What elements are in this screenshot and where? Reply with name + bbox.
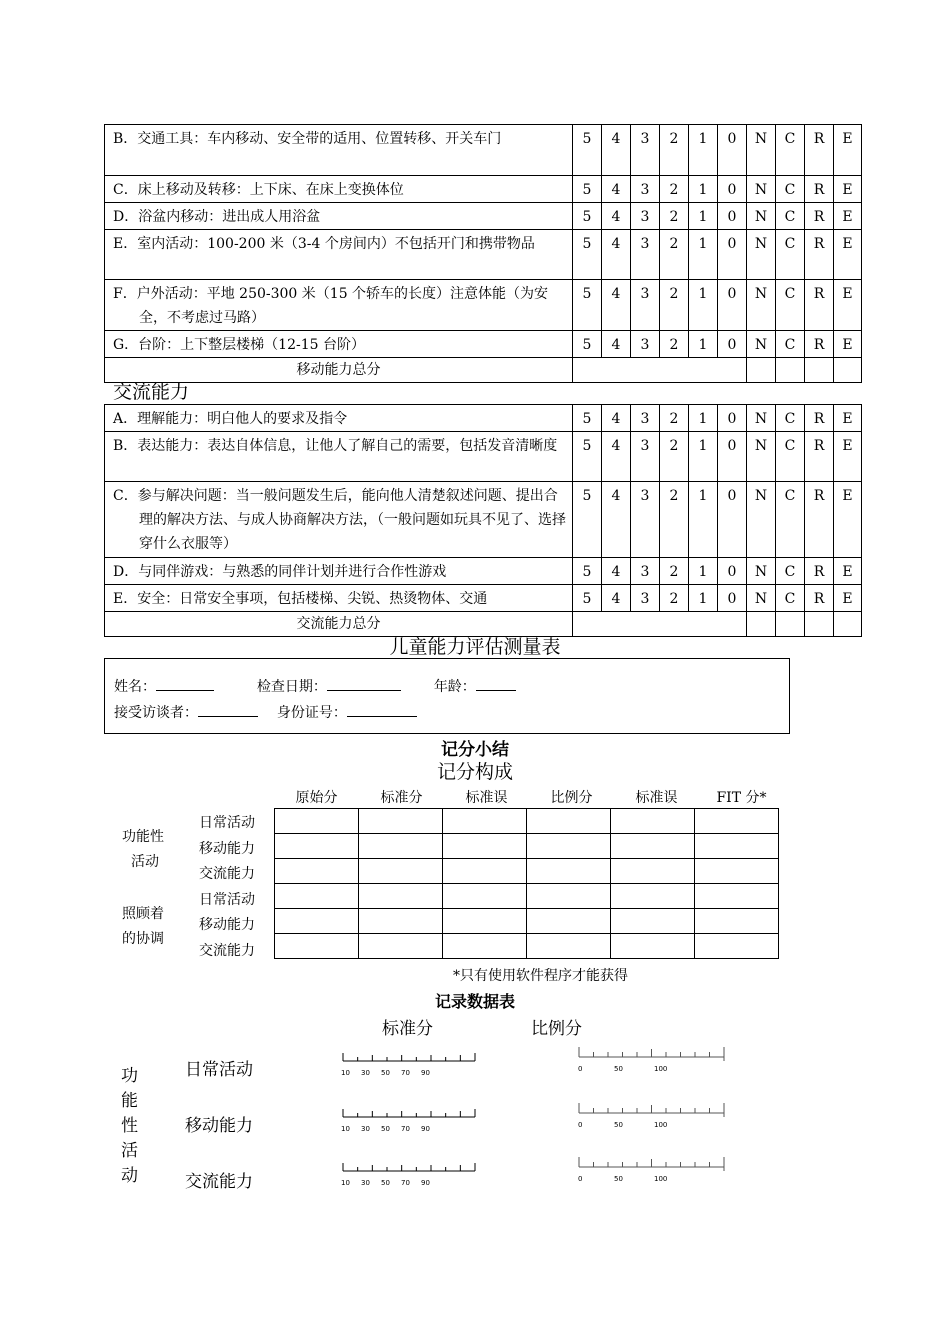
summary-grid-cell[interactable]	[443, 859, 527, 884]
score-option[interactable]: C	[776, 482, 805, 558]
group2-label-2: 的协调	[122, 931, 164, 947]
summary-grid-cell[interactable]	[359, 909, 443, 934]
score-option[interactable]: 2	[660, 203, 689, 230]
score-option[interactable]: 2	[660, 558, 689, 585]
summary-grid-cell[interactable]	[611, 859, 695, 884]
summary-grid-row	[275, 934, 779, 959]
total-value-cell[interactable]	[834, 358, 862, 383]
age-field[interactable]	[476, 675, 516, 691]
score-option[interactable]: 4	[602, 331, 631, 358]
total-value-cell[interactable]	[776, 358, 805, 383]
summary-title: 记分小结	[441, 740, 509, 760]
score-option[interactable]: 2	[660, 482, 689, 558]
score-option[interactable]: 1	[689, 558, 718, 585]
summary-grid-cell[interactable]	[695, 934, 779, 959]
score-option[interactable]: 2	[660, 176, 689, 203]
mobility-item-text: C．床上移动及转移：上下床、在床上变换体位	[113, 182, 404, 198]
score-option[interactable]: C	[776, 585, 805, 612]
score-option[interactable]: 1	[689, 482, 718, 558]
summary-grid	[274, 808, 779, 959]
communication-row	[105, 405, 862, 432]
summary-column-header: 原始分	[295, 790, 338, 806]
scale-tick-label: 0	[578, 1175, 583, 1183]
date-label: 检查日期：	[256, 679, 327, 695]
total-value-cell[interactable]	[805, 358, 834, 383]
score-option[interactable]: N	[747, 203, 776, 230]
total-value-cell[interactable]	[573, 358, 747, 383]
score-option[interactable]: 4	[602, 585, 631, 612]
score-option[interactable]: C	[776, 280, 805, 331]
scale-tick-label: 50	[381, 1179, 390, 1187]
score-option[interactable]: E	[834, 125, 862, 176]
name-field[interactable]	[156, 675, 214, 691]
summary-grid-cell[interactable]	[527, 834, 611, 859]
score-option[interactable]: 5	[573, 558, 602, 585]
summary-grid-cell[interactable]	[443, 809, 527, 834]
score-option[interactable]: R	[805, 432, 834, 482]
score-option[interactable]: 0	[718, 230, 747, 280]
ratio-score-scale[interactable]	[575, 1151, 730, 1183]
scale-tick-label: 100	[654, 1121, 668, 1129]
score-option[interactable]: N	[747, 405, 776, 432]
score-option[interactable]: 3	[631, 482, 660, 558]
summary-grid-cell[interactable]	[443, 834, 527, 859]
score-option[interactable]: 5	[573, 203, 602, 230]
score-option[interactable]: 5	[573, 176, 602, 203]
info-box	[104, 658, 790, 734]
summary-grid-cell[interactable]	[359, 934, 443, 959]
summary-grid-row	[275, 859, 779, 884]
score-option[interactable]: 3	[631, 230, 660, 280]
summary-grid-cell[interactable]	[527, 809, 611, 834]
score-option[interactable]: R	[805, 176, 834, 203]
communication-item-text: B．表达能力：表达自体信息，让他人了解自己的需要，包括发音清晰度	[113, 438, 558, 454]
communication-row	[105, 585, 862, 612]
score-option[interactable]: 4	[602, 176, 631, 203]
score-option[interactable]: 1	[689, 405, 718, 432]
score-option[interactable]: 4	[602, 405, 631, 432]
summary-grid-row	[275, 834, 779, 859]
scale-tick-label: 90	[421, 1069, 430, 1077]
form-title: 儿童能力评估测量表	[389, 636, 561, 658]
score-option[interactable]: 3	[631, 405, 660, 432]
score-option[interactable]: 2	[660, 331, 689, 358]
score-option[interactable]: 0	[718, 482, 747, 558]
summary-grid-cell[interactable]	[611, 909, 695, 934]
score-option[interactable]: E	[834, 482, 862, 558]
summary-footnote: *只有使用软件程序才能获得	[453, 968, 628, 984]
communication-row	[105, 432, 862, 482]
summary-grid-cell[interactable]	[695, 909, 779, 934]
summary-grid-cell[interactable]	[611, 934, 695, 959]
score-option[interactable]: 3	[631, 585, 660, 612]
summary-row-label: 移动能力	[199, 917, 255, 934]
score-option[interactable]: 2	[660, 125, 689, 176]
summary-grid-cell[interactable]	[275, 884, 359, 909]
summary-column-header: 标准误	[465, 790, 508, 806]
summary-grid-row	[275, 884, 779, 909]
total-value-cell[interactable]	[747, 612, 776, 637]
summary-column-header: 标准误	[635, 790, 678, 806]
record-side-char: 功	[121, 1066, 138, 1086]
score-option[interactable]: 1	[689, 331, 718, 358]
total-value-cell[interactable]	[776, 612, 805, 637]
scale-tick-label: 10	[341, 1179, 350, 1187]
score-option[interactable]: 3	[631, 558, 660, 585]
total-value-cell[interactable]	[747, 358, 776, 383]
communication-total-label: 交流能力总分	[105, 612, 573, 637]
score-option[interactable]: 0	[718, 558, 747, 585]
total-value-cell[interactable]	[834, 612, 862, 637]
scale-tick-label: 30	[361, 1125, 370, 1133]
record-side-char: 能	[121, 1091, 138, 1111]
record-side-char: 性	[121, 1116, 138, 1136]
name-label: 姓名：	[114, 679, 156, 695]
summary-column-header: 比例分	[550, 790, 593, 806]
summary-grid-cell[interactable]	[359, 884, 443, 909]
summary-row-label: 日常活动	[199, 891, 255, 908]
summary-grid-cell[interactable]	[443, 934, 527, 959]
score-option[interactable]: N	[747, 432, 776, 482]
scale-tick-label: 70	[401, 1069, 410, 1077]
score-option[interactable]: E	[834, 331, 862, 358]
score-option[interactable]: N	[747, 331, 776, 358]
summary-row-label: 日常活动	[199, 815, 255, 831]
score-option[interactable]: 4	[602, 125, 631, 176]
score-option[interactable]: C	[776, 176, 805, 203]
scale-tick-label: 50	[614, 1175, 623, 1183]
score-option[interactable]: 4	[602, 432, 631, 482]
score-option[interactable]: R	[805, 405, 834, 432]
summary-grid-cell[interactable]	[527, 884, 611, 909]
score-option[interactable]: 0	[718, 405, 747, 432]
mobility-row	[105, 125, 862, 176]
summary-grid-cell[interactable]	[275, 859, 359, 884]
summary-grid-cell[interactable]	[695, 834, 779, 859]
scale-tick-label: 10	[341, 1069, 350, 1077]
scale-tick-label: 70	[401, 1179, 410, 1187]
score-option[interactable]: R	[805, 230, 834, 280]
score-option[interactable]: 5	[573, 125, 602, 176]
summary-column-header: FIT 分*	[716, 790, 767, 806]
mobility-total-label: 移动能力总分	[105, 358, 573, 383]
score-option[interactable]: C	[776, 331, 805, 358]
summary-grid-cell[interactable]	[527, 934, 611, 959]
summary-grid-cell[interactable]	[695, 859, 779, 884]
communication-item-text: A．理解能力：明白他人的要求及指令	[113, 411, 348, 427]
mobility-row	[105, 280, 862, 331]
score-option[interactable]: 4	[602, 558, 631, 585]
summary-row-label: 交流能力	[199, 866, 255, 883]
communication-item-text: E．安全：日常安全事项，包括楼梯、尖锐、热烫物体、交通	[113, 591, 488, 607]
score-option[interactable]: 5	[573, 585, 602, 612]
score-option[interactable]: E	[834, 176, 862, 203]
score-option[interactable]: 0	[718, 203, 747, 230]
mobility-table	[104, 124, 862, 383]
group1-label-2: 活动	[131, 854, 159, 870]
score-option[interactable]: N	[747, 482, 776, 558]
score-option[interactable]: N	[747, 125, 776, 176]
record-side-char: 动	[121, 1166, 138, 1186]
summary-row-label: 移动能力	[199, 840, 255, 857]
group2-label-1: 照顾着	[122, 906, 164, 922]
age-label: 年龄：	[433, 679, 476, 695]
score-option[interactable]: C	[776, 558, 805, 585]
score-option[interactable]: 3	[631, 125, 660, 176]
communication-row	[105, 482, 862, 558]
score-option[interactable]: R	[805, 482, 834, 558]
group1-label-1: 功能性	[122, 829, 164, 845]
score-option[interactable]: 5	[573, 230, 602, 280]
mobility-item-text: E．室内活动：100-200 米（3-4 个房间内）不包括开门和携带物品	[113, 236, 535, 252]
scale-tick-label: 50	[614, 1065, 623, 1073]
mobility-row	[105, 331, 862, 358]
score-option[interactable]: C	[776, 230, 805, 280]
score-option[interactable]: N	[747, 558, 776, 585]
score-option[interactable]: 0	[718, 432, 747, 482]
score-option[interactable]: 1	[689, 432, 718, 482]
score-option[interactable]: 1	[689, 203, 718, 230]
score-option[interactable]: 5	[573, 331, 602, 358]
scale-tick-label: 70	[401, 1125, 410, 1133]
score-option[interactable]: N	[747, 230, 776, 280]
standard-score-scale[interactable]	[340, 1047, 480, 1077]
record-col-ratio: 比例分	[531, 1019, 582, 1039]
score-option[interactable]: E	[834, 432, 862, 482]
summary-grid-cell[interactable]	[611, 834, 695, 859]
score-option[interactable]: 0	[718, 125, 747, 176]
scale-tick-label: 50	[381, 1069, 390, 1077]
score-option[interactable]: 4	[602, 482, 631, 558]
score-option[interactable]: R	[805, 203, 834, 230]
summary-row-label: 交流能力	[199, 943, 255, 959]
score-option[interactable]: E	[834, 280, 862, 331]
score-option[interactable]: N	[747, 176, 776, 203]
score-option[interactable]: 4	[602, 203, 631, 230]
summary-grid-cell[interactable]	[275, 809, 359, 834]
id-field[interactable]	[347, 701, 417, 717]
summary-grid-cell[interactable]	[275, 834, 359, 859]
summary-column-header: 标准分	[380, 790, 423, 806]
summary-grid-cell[interactable]	[359, 859, 443, 884]
standard-score-scale[interactable]	[340, 1103, 480, 1133]
score-option[interactable]: 5	[573, 482, 602, 558]
score-option[interactable]: N	[747, 280, 776, 331]
score-option[interactable]: 3	[631, 280, 660, 331]
scale-tick-label: 0	[578, 1121, 583, 1129]
scale-tick-label: 30	[361, 1069, 370, 1077]
score-option[interactable]: 1	[689, 230, 718, 280]
summary-grid-cell[interactable]	[611, 809, 695, 834]
record-side-char: 活	[121, 1141, 138, 1161]
score-option[interactable]: 3	[631, 331, 660, 358]
communication-item-text: C．参与解决问题：当一般问题发生后，能向他人清楚叙述问题、提出合理的解决方法、与成人协商解决方法，（一般问题如玩具不见了、选择穿什么衣服等）	[113, 488, 566, 552]
score-option[interactable]: C	[776, 405, 805, 432]
scale-tick-label: 100	[654, 1175, 668, 1183]
score-option[interactable]: R	[805, 280, 834, 331]
summary-grid-cell[interactable]	[443, 884, 527, 909]
interviewee-label: 接受访谈者：	[114, 705, 198, 721]
score-option[interactable]: 1	[689, 585, 718, 612]
record-title: 记录数据表	[434, 992, 515, 1011]
score-option[interactable]: E	[834, 203, 862, 230]
score-option[interactable]: 3	[631, 176, 660, 203]
mobility-row	[105, 176, 862, 203]
record-row-label: 交流能力	[185, 1172, 253, 1192]
score-option[interactable]: E	[834, 558, 862, 585]
score-option[interactable]: R	[805, 585, 834, 612]
mobility-total-row	[105, 358, 862, 383]
summary-grid-cell[interactable]	[443, 909, 527, 934]
communication-table	[104, 404, 862, 637]
summary-grid-row	[275, 809, 779, 834]
score-option[interactable]: 2	[660, 432, 689, 482]
score-option[interactable]: C	[776, 203, 805, 230]
score-option[interactable]: C	[776, 432, 805, 482]
id-label: 身份证号：	[276, 705, 347, 721]
score-option[interactable]: N	[747, 585, 776, 612]
score-option[interactable]: R	[805, 125, 834, 176]
score-option[interactable]: 1	[689, 125, 718, 176]
score-option[interactable]: E	[834, 585, 862, 612]
summary-grid-row	[275, 909, 779, 934]
mobility-item-text: D．浴盆内移动：进出成人用浴盆	[113, 209, 321, 225]
score-option[interactable]: 0	[718, 176, 747, 203]
mobility-item-text: F．户外活动：平地 250-300 米（15 个轿车的长度）注意体能（为安全，不考虑过马路）	[113, 286, 549, 326]
scale-tick-label: 10	[341, 1125, 350, 1133]
score-option[interactable]: C	[776, 125, 805, 176]
scale-tick-label: 50	[614, 1121, 623, 1129]
summary-grid-cell[interactable]	[695, 884, 779, 909]
record-row-label: 日常活动	[185, 1060, 253, 1080]
score-option[interactable]: 0	[718, 280, 747, 331]
ratio-score-scale[interactable]	[575, 1041, 730, 1073]
score-option[interactable]: E	[834, 405, 862, 432]
score-option[interactable]: 0	[718, 331, 747, 358]
scale-tick-label: 90	[421, 1179, 430, 1187]
standard-score-scale[interactable]	[340, 1157, 480, 1187]
score-option[interactable]: 5	[573, 405, 602, 432]
score-option[interactable]: 1	[689, 176, 718, 203]
total-value-cell[interactable]	[573, 612, 747, 637]
score-option[interactable]: 2	[660, 280, 689, 331]
score-option[interactable]: 3	[631, 432, 660, 482]
summary-grid-cell[interactable]	[359, 809, 443, 834]
score-option[interactable]: R	[805, 558, 834, 585]
scale-tick-label: 100	[654, 1065, 668, 1073]
total-value-cell[interactable]	[805, 612, 834, 637]
communication-item-text: D．与同伴游戏：与熟悉的同伴计划并进行合作性游戏	[113, 564, 447, 580]
score-option[interactable]: E	[834, 230, 862, 280]
score-option[interactable]: 2	[660, 585, 689, 612]
scale-tick-label: 30	[361, 1179, 370, 1187]
summary-grid-cell[interactable]	[359, 834, 443, 859]
score-option[interactable]: 3	[631, 203, 660, 230]
score-option[interactable]: 5	[573, 432, 602, 482]
record-row-label: 移动能力	[185, 1116, 253, 1136]
interviewee-field[interactable]	[198, 701, 258, 717]
score-option[interactable]: 5	[573, 280, 602, 331]
score-option[interactable]: 2	[660, 230, 689, 280]
summary-grid-cell[interactable]	[527, 909, 611, 934]
scale-tick-label: 90	[421, 1125, 430, 1133]
summary-subtitle: 记分构成	[436, 761, 513, 783]
summary-grid-cell[interactable]	[275, 909, 359, 934]
communication-heading: 交流能力	[113, 381, 190, 403]
summary-grid-cell[interactable]	[275, 934, 359, 959]
score-option[interactable]: R	[805, 331, 834, 358]
date-field[interactable]	[327, 675, 401, 691]
record-col-std: 标准分	[382, 1019, 433, 1039]
score-option[interactable]: 0	[718, 585, 747, 612]
communication-total-row	[105, 612, 862, 637]
mobility-item-text: B．交通工具：车内移动、安全带的适用、位置转移、开关车门	[113, 131, 502, 147]
mobility-row	[105, 203, 862, 230]
mobility-item-text: G．台阶：上下整层楼梯（12-15 台阶）	[113, 337, 365, 353]
summary-grid-cell[interactable]	[527, 859, 611, 884]
score-option[interactable]: 1	[689, 280, 718, 331]
scale-tick-label: 0	[578, 1065, 583, 1073]
score-option[interactable]: 4	[602, 230, 631, 280]
summary-grid-cell[interactable]	[695, 809, 779, 834]
summary-grid-cell[interactable]	[611, 884, 695, 909]
ratio-score-scale[interactable]	[575, 1097, 730, 1129]
score-option[interactable]: 4	[602, 280, 631, 331]
communication-row	[105, 558, 862, 585]
score-option[interactable]: 2	[660, 405, 689, 432]
mobility-row	[105, 230, 862, 280]
scale-tick-label: 50	[381, 1125, 390, 1133]
